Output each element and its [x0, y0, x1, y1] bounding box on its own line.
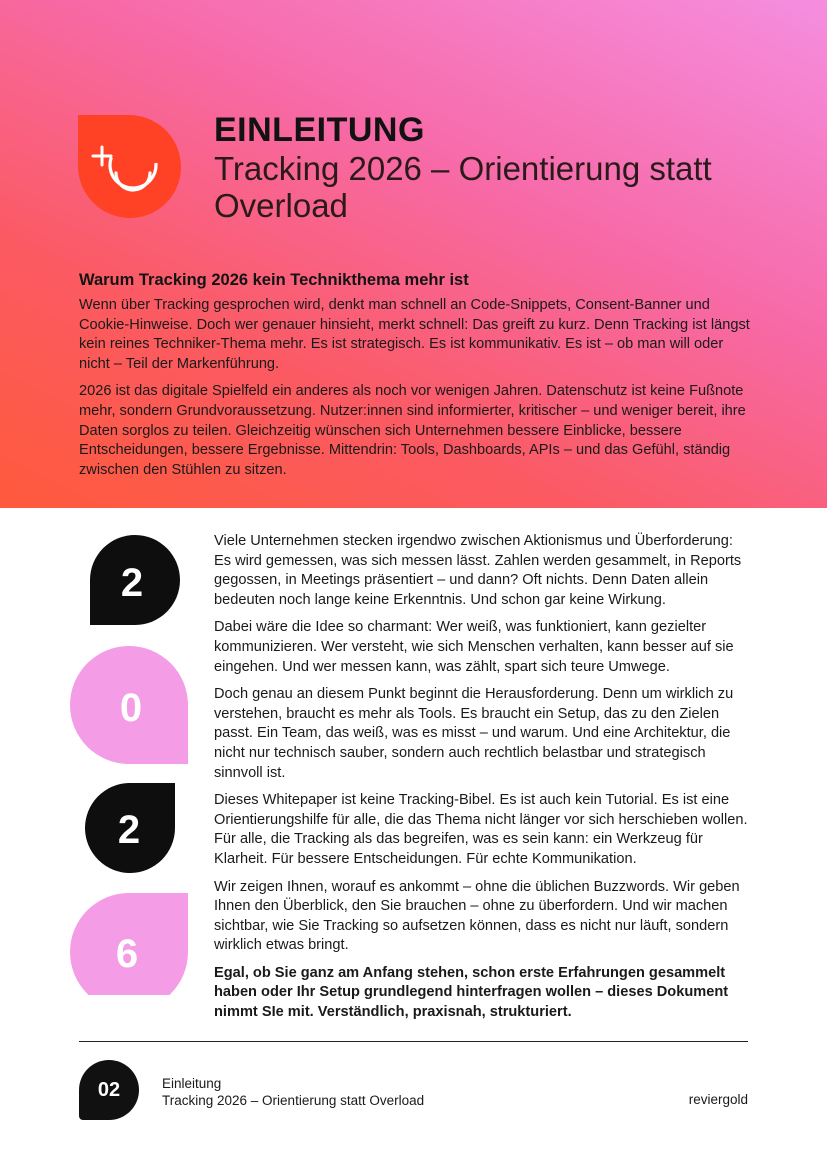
intro-section: [79, 271, 751, 488]
intro-heading: Warum Tracking 2026 kein Technikthema mehr ist: [79, 271, 469, 289]
digit-label: 0: [119, 686, 143, 730]
body-text: [214, 532, 750, 1031]
body-paragraph: Dabei wäre die Idee so charmant: Wer weiß, was funktioniert, kann gezielter kommunizieren. Wer versteht, wie sich Menschen verhalten, kann besser auf sie eingehen. Und wer messen kann, was zählt, spart sich teure Umwege.: [214, 619, 734, 675]
digit-badge: [85, 783, 175, 873]
chapter-title: EINLEITUNG: [214, 111, 425, 149]
page-number-badge: [79, 1060, 139, 1120]
digit-label: 2: [117, 808, 141, 852]
footer-brand: reviergold: [688, 1092, 748, 1107]
footer-info: [162, 1075, 424, 1109]
chapter-subtitle-line-2: Overload: [214, 187, 348, 224]
closing-paragraph: Egal, ob Sie ganz am Anfang stehen, schon erste Erfahrungen gesammelt haben oder Ihr Setup grundlegend hinterfragen wollen – dieses Dokument nimmt SIe mit. Verständlich, praxisnah, strukturiert.: [214, 964, 729, 1021]
digit-badge: [70, 893, 188, 995]
digit-label: 2: [120, 561, 144, 605]
intro-paragraph: 2026 ist das digitale Spielfeld ein anderes als noch vor wenigen Jahren. Datenschutz ist keine Fußnote mehr, sondern Grundvoraussetzung. Nutzer:innen sind informierter, kritischer – und weniger bereit, ihre Daten sorglos zu teilen. Gleichzeitig wünschen sich Unternehmen bessere Einblicke, bessere Entscheidungen, bessere Ergebnisse. Mittendrin: Tools, Dashboards, APIs – und das Gefühl, ständig zwischen den Stühlen zu sitzen.: [79, 383, 746, 478]
chapter-subtitle-line-1: Tracking 2026 – Orientierung statt: [214, 150, 712, 187]
page-number: 02: [97, 1078, 121, 1101]
body-paragraph: Wir zeigen Ihnen, worauf es ankommt – ohne die üblichen Buzzwords. Wir geben Ihnen den Überblick, den Sie brauchen – ohne zu überfordern. Und wir machen sichtbar, wie Sie Tracking so aufsetzen können, dass es nicht nur läuft, sondern wirklich etwas bringt.: [214, 878, 740, 954]
brand-logo-icon: [78, 115, 181, 218]
digit-badge: [70, 646, 188, 764]
footer-section-name: Einleitung: [162, 1076, 222, 1091]
digit-badge: [90, 535, 180, 625]
body-paragraph: Viele Unternehmen stecken irgendwo zwischen Aktionismus und Überforderung: Es wird gemessen, was sich messen lässt. Zahlen werden gesammelt, in Reports gegossen, in Meetings präsentiert – und dann? Oft nichts. Denn Daten allein bedeuten noch lange keine Erkenntnis. Und schon gar keine Wirkung.: [214, 533, 742, 608]
intro-paragraph: Wenn über Tracking gesprochen wird, denkt man schnell an Code-Snippets, Consent-Banner und Cookie-Hinweise. Doch wer genauer hinsieht, merkt schnell: Das greift zu kurz. Denn Tracking ist längst kein reines Techniker-Thema mehr. Es ist strategisch. Es ist kommunikativ. Es ist – ob man will oder nicht – Teil der Markenführung.: [79, 297, 750, 372]
footer-divider: [79, 1041, 748, 1042]
body-paragraph: Doch genau an diesem Punkt beginnt die Herausforderung. Denn um wirklich zu verstehen, braucht es mehr als Tools. Es braucht ein Setup, das zu den Zielen passt. Ein Team, das weiß, was es misst – und warum. Und eine Architektur, die nicht nur technisch sauber, sondern auch rechtlich belastbar und strategisch sinnvoll ist.: [214, 686, 734, 781]
body-paragraph: Dieses Whitepaper ist keine Tracking-Bibel. Es ist auch kein Tutorial. Es ist eine Orientierungshilfe für alle, die das Thema nicht länger vor sich herschieben wollen. Für alle, die Tracking als das begreifen, was es sein kann: ein Werkzeug für Klarheit. Für bessere Entscheidungen. Für echte Kommunikation.: [214, 792, 748, 867]
year-2026-graphic: [70, 535, 195, 995]
title-block: [214, 110, 774, 224]
digit-label: 6: [115, 932, 139, 976]
hero-section: [0, 0, 827, 508]
footer-doc-title: Tracking 2026 – Orientierung statt Overload: [162, 1093, 425, 1108]
